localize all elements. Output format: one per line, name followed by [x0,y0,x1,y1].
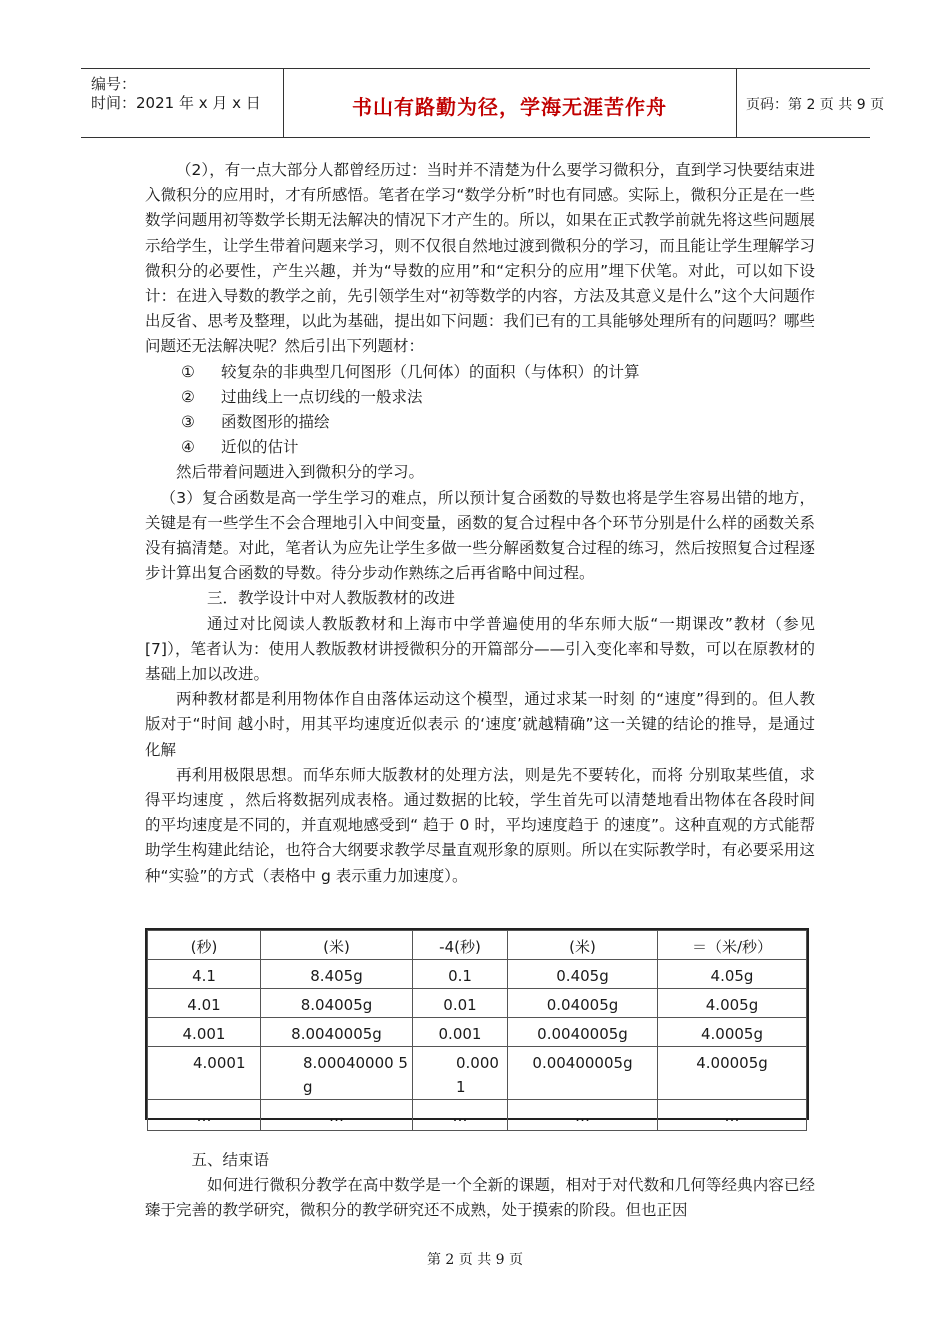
list-item-text: 较复杂的非典型几何图形（几何体）的面积（与体积）的计算 [221,362,640,381]
list-item-number: ④ [181,438,195,457]
table-cell: 0.00400005g [508,1047,658,1100]
table-cell: … [508,1100,658,1131]
body-text-lower [145,1148,815,1224]
section-heading-5: 五、结束语 [191,1151,270,1169]
list-item [145,360,815,385]
header-page-cell [736,69,885,137]
table-cell: 4.00005g [658,1047,807,1100]
paragraph-limit-idea: 再利用极限思想。而华东师大版教材的处理方法，则是先不要转化，而将 分别取某些值，求得平均速度 ，然后将数据列成表格。通过数据的比较，学生首先可以清楚地看出物体在各段时间的平均速度是不同的，并直观地感受到“ 趋于 0 时，平均速度趋于 的速度”。这种直观的方式能帮助学生构建此结论，也符合大纲要求教学尽量直观形象的原则。所以在实际教学时，有必要采用这种“实验”的方式（表格中 g 表示重力加速度）。 [145,765,815,885]
table-cell: 4.0005g [658,1018,807,1047]
table-row [148,1018,807,1047]
table-cell: 4.1 [148,960,261,989]
list-item-text: 过曲线上一点切线的一般求法 [221,387,423,406]
table-header-cell: (米) [261,931,413,960]
table-cell: … [413,1100,508,1131]
list-item-number: ① [181,362,195,381]
table-cell: 4.05g [658,960,807,989]
list-item-number: ③ [181,413,195,432]
paragraph-3: （3）复合函数是高一学生学习的难点，所以预计复合函数的导数也将是学生容易出错的地方，关键是有一些学生不会合理地引入中间变量，函数的复合过程中各个环节分别是什么样的函数关系没有搞清楚。对此，笔者认为应先让学生多做一些分解函数复合过程的练习，然后按照复合过程逐步计算出复合函数的导数。待分步动作熟练之后再省略中间过程。 [145,488,815,583]
table-header-row [148,931,807,960]
table-cell: … [148,1100,261,1131]
body-text-upper [145,158,815,889]
table-row [148,1100,807,1131]
list-item [145,410,815,435]
paragraph-two-textbooks: 两种教材都是利用物体作自由落体运动这个模型，通过求某一时刻 的“速度”得到的。但人教版对于“时间 越小时，用其平均速度近似表示 的‘速度’就越精确”这一关键的结论的推导，是通过化解 [145,690,815,759]
table-row [148,960,807,989]
document-number-label: 编号： [91,75,137,93]
header-motto-cell [283,69,737,137]
table-cell: 0.0001 [413,1047,508,1100]
table-cell: 8.04005g [261,989,413,1018]
header-info-cell [81,69,284,137]
header-motto: 书山有路勤为径，学海无涯苦作舟 [352,95,667,119]
list-item-text: 函数图形的描绘 [221,413,330,432]
table-header-cell: -4(秒) [413,931,508,960]
table-header-cell: (秒) [148,931,261,960]
table-cell: … [658,1100,807,1131]
table-cell: … [261,1100,413,1131]
table-cell: 0.1 [413,960,508,989]
page-header [81,68,885,138]
table-row [148,1047,807,1100]
list-item [145,435,815,460]
paragraph-transition: 然后带着问题进入到微积分的学习。 [176,463,425,482]
list-item [145,385,815,410]
page-footer: 第 2 页 共 9 页 [426,1252,524,1268]
table-cell: 4.0001 [148,1047,261,1100]
table-cell: 4.005g [658,989,807,1018]
table-cell: 8.405g [261,960,413,989]
table-cell: 8.00040000 5g [261,1047,413,1100]
table-row [148,989,807,1018]
table-cell: 0.405g [508,960,658,989]
table-cell: 0.0040005g [508,1018,658,1047]
velocity-table [145,928,809,1125]
table-cell: 0.04005g [508,989,658,1018]
paragraph-comparison: 通过对比阅读人教版教材和上海市中学普遍使用的华东师大版“一期课改”教材（参见[7]），笔者认为：使用人教版教材讲授微积分的开篇部分——引入变化率和导数，可以在原教材的基础上加以改进。 [145,614,815,684]
section-heading-3: 三．教学设计中对人教版教材的改进 [207,589,456,608]
table-cell: 0.01 [413,989,508,1018]
table-cell: 4.001 [148,1018,261,1047]
header-page-number: 页码：第 2 页 共 9 页 [746,97,885,113]
document-date-label: 时间：2021 年 x 月 x 日 [91,94,261,112]
list-item-number: ② [181,387,195,406]
table-cell: 4.01 [148,989,261,1018]
paragraph-2: （2），有一点大部分人都曾经历过：当时并不清楚为什么要学习微积分，直到学习快要结束进入微积分的应用时，才有所感悟。笔者在学习“数学分析”时也有同感。实际上，微积分正是在一些数学问题用初等数学长期无法解决的情况下才产生的。所以，如果在正式教学前就先将这些问题展示给学生，让学生带着问题来学习，则不仅很自然地过渡到微积分的学习，而且能让学生理解学习微积分的必要性，产生兴趣，并为“导数的应用”和“定积分的应用”埋下伏笔。对此，可以如下设计：在进入导数的教学之前，先引领学生对“初等数学的内容，方法及其意义是什么”这个大问题作出反省、思考及整理，以此为基础，提出如下问题：我们已有的工具能够处理所有的问题吗？哪些问题还无法解决呢？然后引出下列题材： [145,161,815,356]
list-item-text: 近似的估计 [221,438,299,457]
table-cell: 8.0040005g [261,1018,413,1047]
table-header-cell: (米) [508,931,658,960]
table-cell: 0.001 [413,1018,508,1047]
table-header-cell: ＝（米/秒） [658,931,807,960]
paragraph-conclusion: 如何进行微积分教学在高中数学是一个全新的课题，相对于对代数和几何等经典内容已经臻于完善的教学研究，微积分的教学研究还不成熟，处于摸索的阶段。但也正因 [145,1176,815,1220]
